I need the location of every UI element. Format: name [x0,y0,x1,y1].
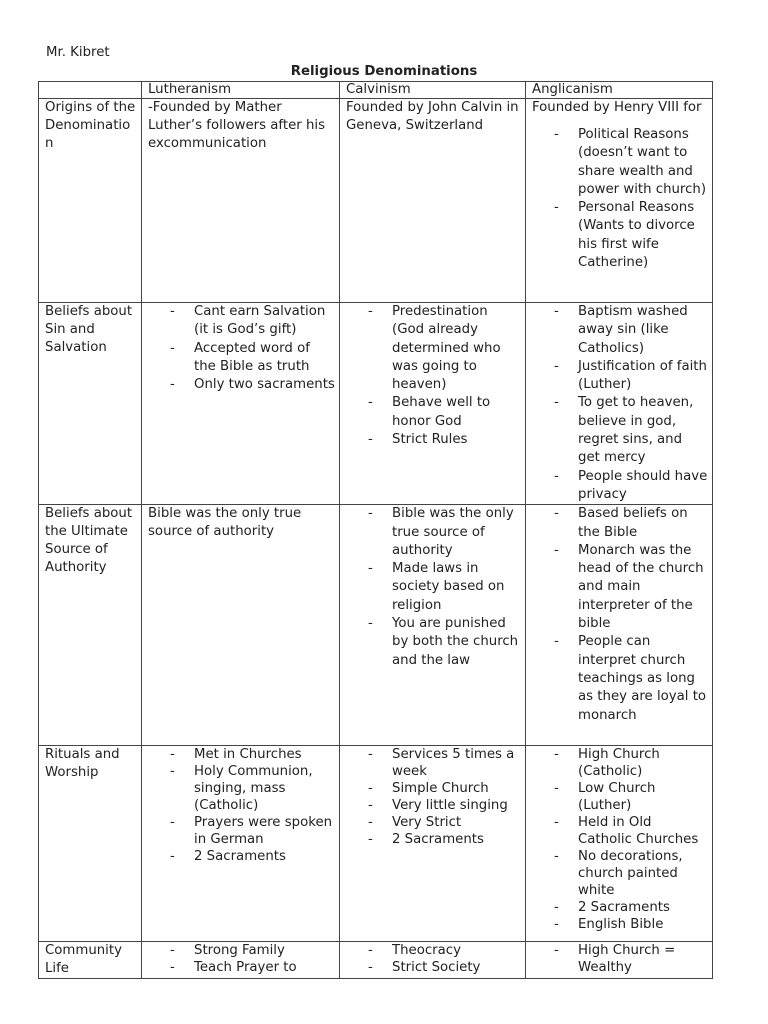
bullet-list [532,746,708,933]
calvinism-cell [340,99,526,303]
table-header-row [39,82,713,99]
row-label: Beliefs about the Ultimate Source of Authority [45,506,133,576]
row-label-cell [39,505,142,746]
denominations-table [38,81,713,979]
list-item: - Baptism washed away sin (like Catholics) [578,303,708,358]
list-item: - 2 Sacraments [194,848,335,865]
list-item: - People can interpret church teachings as long as they are loyal to monarch [578,633,708,724]
list-item: - Strict Society [392,959,521,976]
calvinism-cell [340,942,526,979]
list-item: - Services 5 times a week [392,746,521,780]
anglicanism-cell [526,505,713,746]
cell-text: Founded by John Calvin in Geneva, Switzerland [346,100,519,133]
anglicanism-cell [526,942,713,979]
cell-text: Bible was the only true source of authority [148,506,302,540]
anglicanism-cell [526,99,713,303]
list-item: - Only two sacraments [194,376,335,394]
list-item: - Bible was the only true source of authority [392,505,521,560]
row-label: Rituals and Worship [45,747,120,781]
bullet-list [148,746,335,865]
table-row [39,746,713,942]
calvinism-cell [340,303,526,505]
row-label: Community Life [45,943,122,977]
anglicanism-cell [526,303,713,505]
list-item: - Strong Family [194,942,335,959]
row-label: Beliefs about Sin and Salvation [45,304,133,355]
table-row [39,303,713,505]
list-item: - Personal Reasons (Wants to divorce his first wife Catherine) [578,199,708,272]
calvinism-cell [340,505,526,746]
row-label-cell [39,942,142,979]
bullet-list [346,505,521,670]
list-item: - Behave well to honor God [392,394,521,431]
list-item: - Holy Communion, singing, mass (Catholic) [194,763,335,814]
header-cell-anglicanism: Anglicanism [526,82,713,99]
list-item: - To get to heaven, believe in god, regret sins, and get mercy [578,394,708,467]
list-item: - Very Strict [392,814,521,831]
row-label-cell [39,746,142,942]
list-item: - Held in Old Catholic Churches [578,814,708,848]
bullet-list [346,746,521,848]
cell-text: -Founded by Mather Luther’s followers after his excommunication [148,100,326,151]
list-item: - Monarch was the head of the church and main interpreter of the bible [578,542,708,633]
bullet-list [532,942,708,976]
header-cell-calvinism: Calvinism [340,82,526,99]
list-item: - Teach Prayer to [194,959,335,976]
list-item: - High Church (Catholic) [578,746,708,780]
table-row [39,99,713,303]
lutheranism-cell [142,99,340,303]
bullet-list [532,303,708,504]
table-row [39,505,713,746]
title-text: Religious Denominations [290,64,478,79]
list-item: - Very little singing [392,797,521,814]
cell-text: Founded by Henry VIII for [532,100,702,115]
calvinism-cell [340,746,526,942]
list-item: - Political Reasons (doesn’t want to share wealth and power with church) [578,126,708,199]
list-item: - No decorations, church painted white [578,848,708,899]
lutheranism-cell [142,942,340,979]
list-item: - 2 Sacraments [578,899,708,916]
bullet-list [346,303,521,449]
list-item: - Predestination (God already determined who was going to heaven) [392,303,521,394]
list-item: - Cant earn Salvation (it is God’s gift) [194,303,335,340]
bullet-list [148,303,335,394]
list-item: - Low Church (Luther) [578,780,708,814]
row-label-cell [39,303,142,505]
list-item: - Met in Churches [194,746,335,763]
list-item: - Accepted word of the Bible as truth [194,340,335,377]
list-item: - Justification of faith (Luther) [578,358,708,395]
list-item: - English Bible [578,916,708,933]
page-title [0,63,768,81]
lutheranism-cell [142,746,340,942]
bullet-list [346,942,521,976]
list-item: - You are punished by both the church and the law [392,615,521,670]
author-name: Mr. Kibret [46,45,110,60]
list-item: - Strict Rules [392,431,521,449]
list-item: - Theocracy [392,942,521,959]
header-cell-empty [39,82,142,99]
row-label-cell [39,99,142,303]
table-row [39,942,713,979]
row-label: Origins of the Denominatio n [45,100,136,151]
list-item: - 2 Sacraments [392,831,521,848]
list-item: - People should have privacy [578,468,708,505]
list-item: - High Church = Wealthy [578,942,708,976]
anglicanism-cell [526,746,713,942]
list-item: - Based beliefs on the Bible [578,505,708,542]
lutheranism-cell [142,303,340,505]
list-item: - Made laws in society based on religion [392,560,521,615]
list-item: - Prayers were spoken in German [194,814,335,848]
header-cell-lutheranism: Lutheranism [142,82,340,99]
bullet-list [532,126,708,272]
lutheranism-cell [142,505,340,746]
bullet-list [148,942,335,976]
list-item: - Simple Church [392,780,521,797]
bullet-list [532,505,708,725]
